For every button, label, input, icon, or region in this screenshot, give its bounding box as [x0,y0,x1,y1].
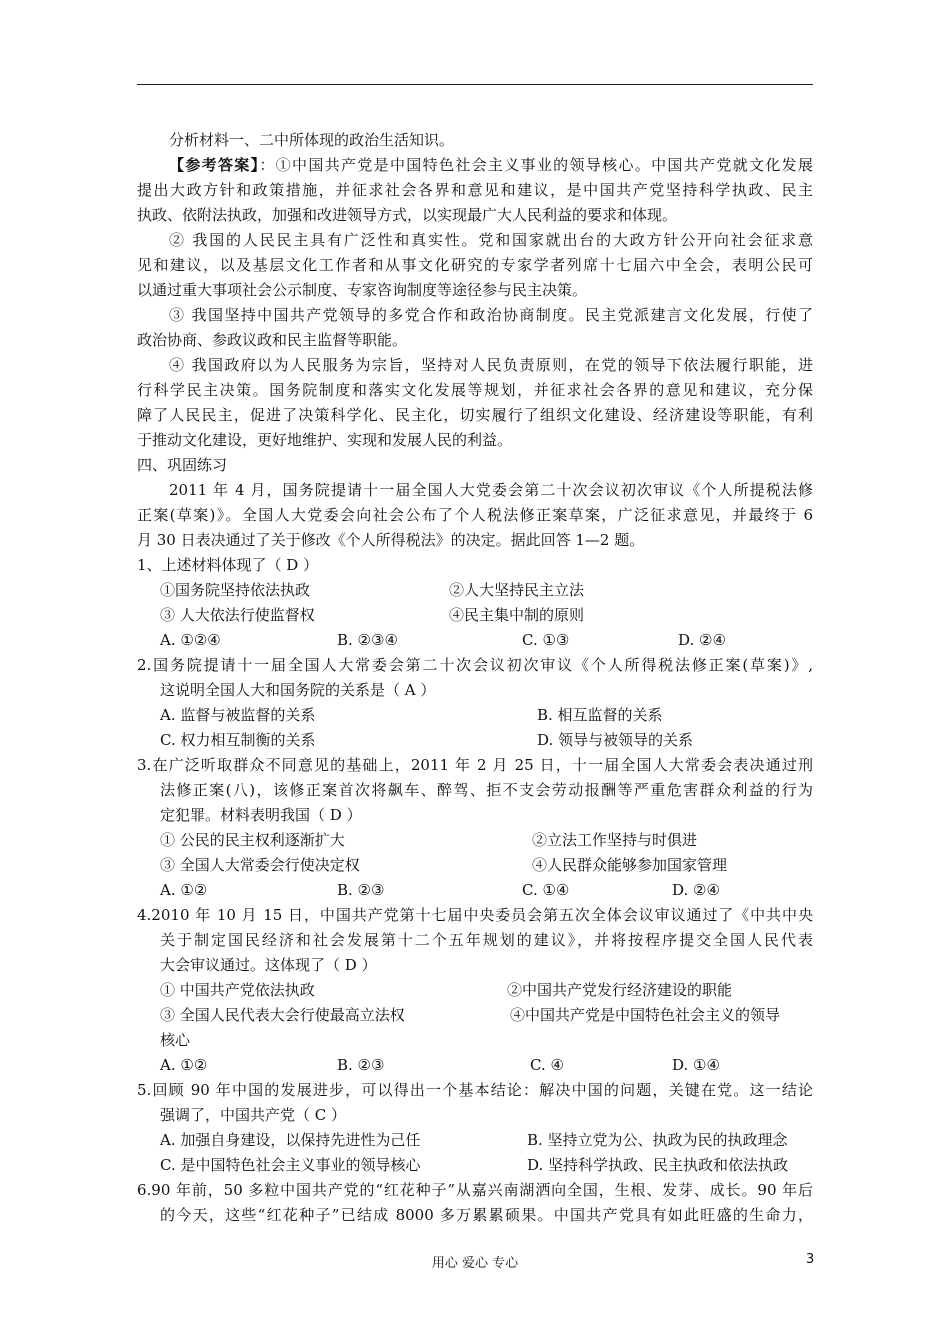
intro-line-1: 2011 年 4 月，国务院提请十一届全国人大党委会第二十次会议初次审议《个人所提税法修 [169,481,813,499]
q3-statement-1: ① 公民的民主权利逐渐扩大 [160,831,345,849]
answer-line-3: 执政、依附法执政，加强和改进领导方式，以实现最广大人民利益的要求和体现。 [137,206,678,224]
q4-option-c: C. ④ [530,1056,564,1074]
q3-statement-4: ④人民群众能够参加国家管理 [532,856,728,874]
q1-option-d: D. ②④ [678,631,726,649]
point-2-line-2: 见和建议，以及基层文化工作者和从事文化研究的专家学者列席十七届六中全会，表明公民可 [137,256,813,274]
q4-stem-line-3: 大会审议通过。这体现了（ D ） [160,956,377,974]
point-3-line-2: 政治协商、参政议政和民主监督等职能。 [137,331,408,349]
q5-option-a: A. 加强自身建设，以保持先进性为己任 [160,1131,421,1149]
q2-option-d: D. 领导与被领导的关系 [537,731,694,749]
point-4-line-1: ④ 我国政府以为人民服务为宗旨，坚持对人民负责原则，在党的领导下依法履行职能，进 [169,356,813,374]
q3-statement-3: ③ 全国人大常委会行使决定权 [160,856,360,874]
q5-option-c: C. 是中国特色社会主义事业的领导核心 [160,1156,421,1174]
section-title: 四、巩固练习 [137,456,228,474]
q1-option-a: A. ①②④ [160,631,221,649]
q3-stem-line-3: 定犯罪。材料表明我国（ D ） [160,806,362,824]
q4-statement-4: ④中国共产党是中国特色社会主义的领导 [510,1006,781,1024]
q4-option-b: B. ②③ [337,1056,385,1074]
footer-text: 用心 爱心 专心 [431,1256,519,1271]
q3-option-d: D. ②④ [672,881,720,899]
q4-statement-2: ②中国共产党发行经济建设的职能 [507,981,733,999]
q2-option-a: A. 监督与被监督的关系 [160,706,316,724]
q6-stem-line-1: 6.90 年前，50 多粒中国共产党的“红花种子”从嘉兴南湖洒向全国，生根、发芽、成长。90 年后 [137,1181,813,1199]
q1-option-b: B. ②③④ [337,631,398,649]
point-4-line-3: 障了人民民主，促进了决策科学化、民主化，切实履行了组织文化建设、经济建设等职能，有利 [137,406,813,424]
answer-line-1: 【参考答案】：①中国共产党是中国特色社会主义事业的领导核心。中国共产党就文化发展 [169,156,813,174]
q1-option-c: C. ①③ [522,631,570,649]
intro-line-2: 正案(草案)》。全国人大党委会向社会公布了个人税法修正案草案，广泛征求意见，并最终于 6 [137,506,813,524]
q4-option-a: A. ①② [160,1056,208,1074]
q2-stem-line-1: 2.国务院提请十一届全国人大常委会第二十次会议初次审议《个人所得税法修正案(草案)》, [137,656,813,674]
q1-statement-4: ④民主集中制的原则 [449,606,585,624]
q3-stem-line-1: 3.在广泛听取群众不同意见的基础上，2011 年 2 月 25 日，十一届全国人大常委会表决通过刑 [137,756,813,774]
q2-stem-line-2: 这说明全国人大和国务院的关系是（ A ） [160,681,436,699]
q4-statement-1: ① 中国共产党依法执政 [160,981,315,999]
q4-statement-3: ③ 全国人民代表大会行使最高立法权 [160,1006,405,1024]
q3-option-c: C. ①④ [522,881,570,899]
q3-option-b: B. ②③ [337,881,385,899]
q5-stem-line-1: 5.回顾 90 年中国的发展进步，可以得出一个基本结论：解决中国的问题，关键在党。这一结论 [137,1081,813,1099]
point-2-line-1: ② 我国的人民民主具有广泛性和真实性。党和国家就出台的大政方针公开向社会征求意 [169,231,813,249]
q2-option-c: C. 权力相互制衡的关系 [160,731,316,749]
q3-option-a: A. ①② [160,881,208,899]
q5-stem-line-2: 强调了，中国共产党（ C ） [160,1106,347,1124]
page-number: 3 [806,1252,815,1267]
q1-statement-2: ②人大坚持民主立法 [449,581,585,599]
q6-stem-line-2: 的今天，这些“红花种子”已结成 8000 多万累累硕果。中国共产党具有如此旺盛的生命力， [160,1206,813,1224]
q5-option-b: B. 坚持立党为公、执政为民的执政理念 [527,1131,788,1149]
q1-statement-3: ③ 人大依法行使监督权 [160,606,315,624]
q4-option-d: D. ①④ [672,1056,720,1074]
answer-line-2: 提出大政方针和政策措施，并征求社会各界和意见和建议，是中国共产党坚持科学执政、民主 [137,181,813,199]
intro-line-3: 月 30 日表决通过了关于修改《个人所得税法》的决定。据此回答 1—2 题。 [137,531,645,549]
q4-stem-line-2: 关于制定国民经济和社会发展第十二个五年规划的建议》，并将按程序提交全国人民代表 [160,931,813,949]
point-4-line-2: 行科学民主决策。国务院制度和落实文化发展等规划，并征求社会各界的意见和建议，充分保 [137,381,813,399]
answer-label: 【参考答案】 [169,156,260,174]
point-3-line-1: ③ 我国坚持中国共产党领导的多党合作和政治协商制度。民主党派建言文化发展，行使了 [169,306,813,324]
q1-stem: 1、上述材料体现了（ D ） [137,556,319,574]
q3-stem-line-2: 法修正案(八)，该修正案首次将飙车、醉驾、拒不支会劳动报酬等严重危害群众利益的行为 [160,781,813,799]
q1-statement-1: ①国务院坚持依法执政 [160,581,311,599]
point-4-line-4: 于推动文化建设，更好地维护、实现和发展人民的利益。 [137,431,513,449]
point-2-line-3: 以通过重大事项社会公示制度、专家咨询制度等途径参与民主决策。 [137,281,588,299]
q4-statement-4-cont: 核心 [160,1031,191,1049]
analysis-prompt: 分析材料一、二中所体现的政治生活知识。 [169,131,455,149]
q2-option-b: B. 相互监督的关系 [537,706,663,724]
header-rule [137,84,813,85]
q3-statement-2: ②立法工作坚持与时俱进 [532,831,698,849]
q5-option-d: D. 坚持科学执政、民主执政和依法执政 [527,1156,789,1174]
q4-stem-line-1: 4.2010 年 10 月 15 日，中国共产党第十七届中央委员会第五次全体会议审议通过了《中共中央 [137,906,813,924]
